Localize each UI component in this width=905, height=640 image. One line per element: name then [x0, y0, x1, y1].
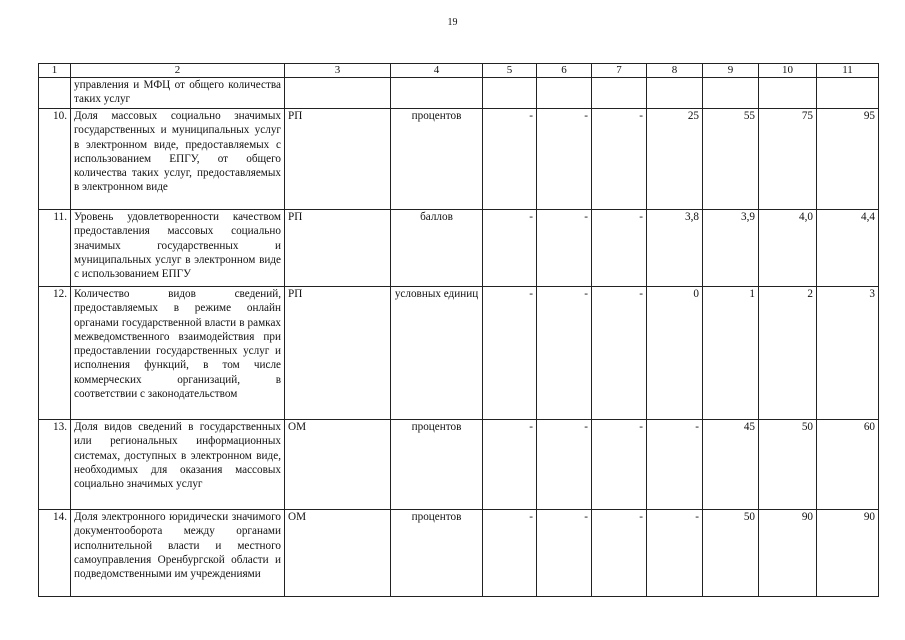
continuation-row	[39, 78, 879, 109]
value-cell: -	[537, 109, 592, 210]
value-cell: 4,4	[817, 210, 879, 287]
value-cell: 45	[703, 420, 759, 510]
table-row	[39, 287, 879, 420]
value-cell: -	[537, 510, 592, 597]
table-row	[39, 420, 879, 510]
value-cell: 50	[703, 510, 759, 597]
table-row	[39, 109, 879, 210]
value-cell: 25	[647, 109, 703, 210]
column-header: 5	[483, 64, 537, 78]
value-cell: -	[483, 420, 537, 510]
column-header: 10	[759, 64, 817, 78]
row-number-cell: 10.	[39, 109, 71, 210]
column-header: 8	[647, 64, 703, 78]
source-cell: РП	[285, 109, 391, 210]
value-cell: -	[592, 287, 647, 420]
value-cell: 3,8	[647, 210, 703, 287]
column-header: 7	[592, 64, 647, 78]
indicators-table	[38, 63, 879, 597]
row-number-cell: 11.	[39, 210, 71, 287]
table-row	[39, 210, 879, 287]
value-cell: -	[483, 109, 537, 210]
indicator-cell: Количество видов сведений, предоставляемых в режиме онлайн органами государственной власти в рамках межведомственного взаимодействия при предоставлении государственных услуг и исполнения функций, в том числе коммерческих организаций, в соответствии с законодательством	[71, 287, 285, 420]
column-number-header-row	[39, 64, 879, 78]
value-cell	[592, 78, 647, 109]
row-number-cell: 12.	[39, 287, 71, 420]
unit-cell: процентов	[391, 510, 483, 597]
source-cell	[285, 78, 391, 109]
indicator-cell: Доля электронного юридически значимого документооборота между органами исполнительной власти и местного самоуправления Оренбургской области и подведомственными им учреждениями	[71, 510, 285, 597]
indicator-cell: Доля видов сведений в государственных или региональных информационных системах, доступных в электронном виде, необходимых для оказания массовых социально значимых услуг	[71, 420, 285, 510]
column-header: 4	[391, 64, 483, 78]
value-cell	[483, 78, 537, 109]
value-cell	[817, 78, 879, 109]
value-cell: 0	[647, 287, 703, 420]
value-cell: -	[647, 510, 703, 597]
value-cell: 2	[759, 287, 817, 420]
row-number-cell: 14.	[39, 510, 71, 597]
indicator-cell: Доля массовых социально значимых государственных и муниципальных услуг в электронном виде, предоставляемых с использованием ЕПГУ, от общего количества таких услуг, предоставляемых в электронном виде	[71, 109, 285, 210]
value-cell: -	[537, 210, 592, 287]
column-header: 1	[39, 64, 71, 78]
unit-cell: баллов	[391, 210, 483, 287]
unit-cell	[391, 78, 483, 109]
value-cell: 90	[759, 510, 817, 597]
source-cell: ОМ	[285, 510, 391, 597]
column-header: 2	[71, 64, 285, 78]
value-cell: 90	[817, 510, 879, 597]
row-number-cell	[39, 78, 71, 109]
unit-cell: условных единиц	[391, 287, 483, 420]
value-cell: 75	[759, 109, 817, 210]
value-cell: 1	[703, 287, 759, 420]
value-cell: 60	[817, 420, 879, 510]
page-number: 19	[447, 17, 458, 28]
value-cell: 4,0	[759, 210, 817, 287]
table-row	[39, 510, 879, 597]
value-cell: -	[483, 510, 537, 597]
value-cell: -	[483, 210, 537, 287]
source-cell: РП	[285, 210, 391, 287]
row-number-cell: 13.	[39, 420, 71, 510]
value-cell: -	[647, 420, 703, 510]
value-cell: 50	[759, 420, 817, 510]
value-cell	[759, 78, 817, 109]
indicator-cell: управления и МФЦ от общего количества таких услуг	[71, 78, 285, 109]
value-cell: -	[537, 287, 592, 420]
unit-cell: процентов	[391, 420, 483, 510]
indicator-cell: Уровень удовлетворенности качеством предоставления массовых социально значимых государственных и муниципальных услуг в электронном виде с использованием ЕПГУ	[71, 210, 285, 287]
value-cell: -	[592, 420, 647, 510]
table-body	[39, 64, 879, 597]
value-cell: 3,9	[703, 210, 759, 287]
value-cell: -	[592, 210, 647, 287]
value-cell: -	[537, 420, 592, 510]
column-header: 3	[285, 64, 391, 78]
value-cell: 55	[703, 109, 759, 210]
unit-cell: процентов	[391, 109, 483, 210]
value-cell	[537, 78, 592, 109]
value-cell	[647, 78, 703, 109]
column-header: 11	[817, 64, 879, 78]
value-cell: -	[592, 109, 647, 210]
value-cell: -	[483, 287, 537, 420]
column-header: 6	[537, 64, 592, 78]
value-cell: -	[592, 510, 647, 597]
source-cell: РП	[285, 287, 391, 420]
column-header: 9	[703, 64, 759, 78]
source-cell: ОМ	[285, 420, 391, 510]
value-cell	[703, 78, 759, 109]
value-cell: 95	[817, 109, 879, 210]
value-cell: 3	[817, 287, 879, 420]
